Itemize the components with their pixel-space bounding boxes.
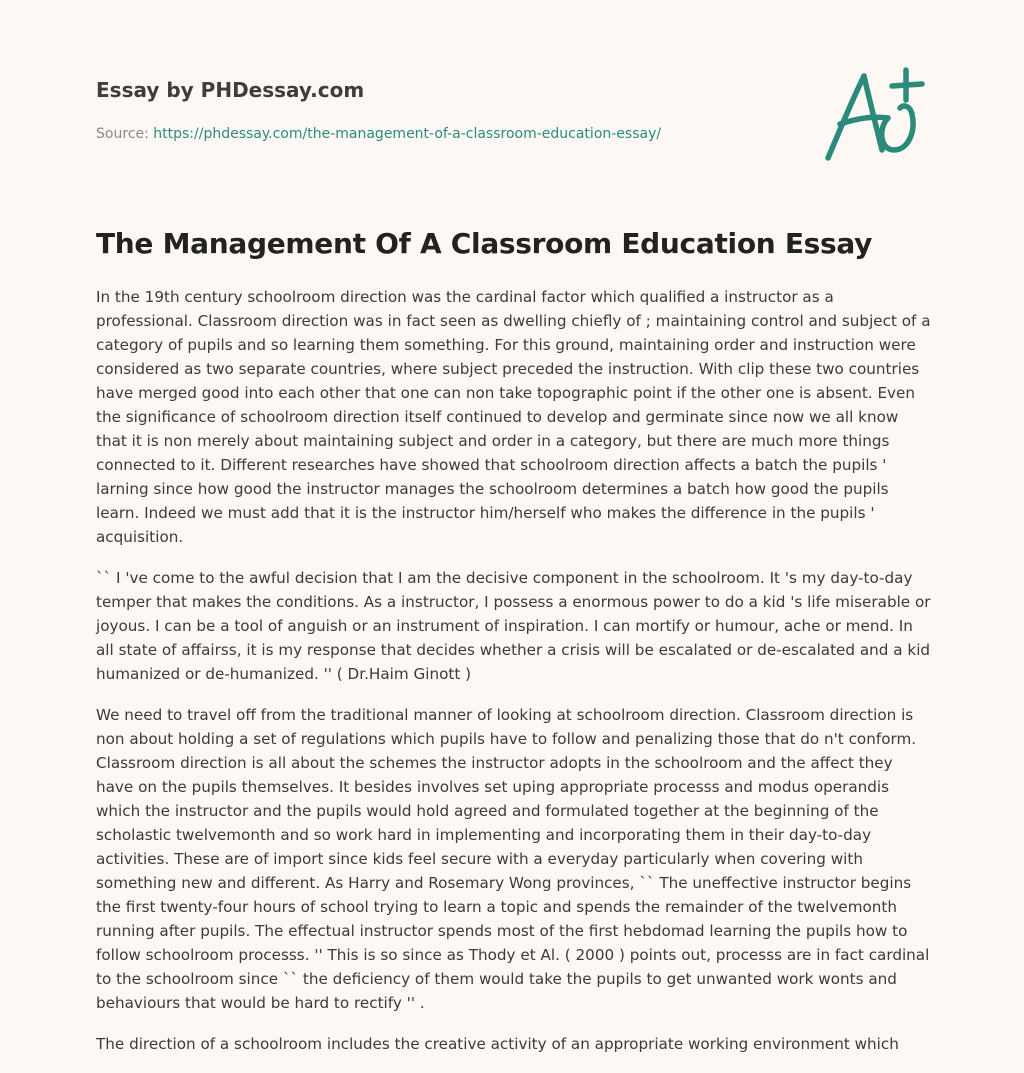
essay-paragraph: In the 19th century schoolroom direction was the cardinal factor which qualified a instructor as a professional. Classroom direction was in fact seen as dwelling chiefly of ; maintaining control and subject of a category of pupils and so learning them something. For this ground, maintaining order and instruction were considered as two separate countries, where subject preceded the instruction. With clip these two countries have merged good into each other that one can non take topographic point if the other one is absent. Even the significance of schoolroom direction itself continued to develop and germinate since now we all know that it is non merely about maintaining subject and order in a category, but there are much more things connected to it. Different researches have showed that schoolroom direction affects a batch the pupils ' larning since how good the instructor manages the schoolroom determines a batch how good the pupils learn. Indeed we must add that it is the instructor him/herself who makes the difference in the pupils ' acquisition. (96, 288, 931, 546)
site-title: Essay by PHDessay.com (96, 78, 365, 102)
essay-paragraph: The direction of a schoolroom includes the creative activity of an appropriate working environment which (96, 1035, 899, 1053)
source-link[interactable]: https://phdessay.com/the-management-of-a-classroom-education-essay/ (153, 126, 662, 142)
source-label: Source: (96, 126, 149, 142)
source-line (96, 124, 661, 144)
a-plus-logo-icon (822, 66, 932, 166)
essay-paragraph: We need to travel off from the traditional manner of looking at schoolroom direction. Classroom direction is non about holding a set of regulations which pupils have to follow and penalizing those that do n't conform. Classroom direction is all about the schemes the instructor adopts in the schoolroom and the affect they have on the pupils themselves. It besides involves set uping appropriate processs and modus operandis which the instructor and the pupils would hold agreed and formulated together at the beginning of the scholastic twelvemonth and so work hard in implementing and incorporating them in their day-to-day activities. These are of import since kids feel secure with a everyday particularly when covering with something new and different. As Harry and Rosemary Wong provinces, `` The uneffective instructor begins the first twenty-four hours of school trying to learn a topic and spends the remainder of the twelvemonth running after pupils. The effectual instructor spends most of the first hebdomad learning the pupils how to follow schoolroom processs. '' This is so since as Thody et Al. ( 2000 ) points out, processs are in fact cardinal to the schoolroom since `` the deficiency of them would take the pupils to get unwanted work wonts and behaviours that would be hard to rectify '' . (96, 706, 930, 1012)
essay-body (96, 285, 932, 1073)
essay-paragraph: `` I 've come to the awful decision that I am the decisive component in the schoolroom. It 's my day-to-day temper that makes the conditions. As a instructor, I possess a enormous power to do a kid 's life miserable or joyous. I can be a tool of anguish or an instrument of inspiration. I can mortify or humour, ache or mend. In all state of affairss, it is my response that decides whether a crisis will be escalated or de-escalated and a kid humanized or de-humanized. '' ( Dr.Haim Ginott ) (96, 569, 931, 683)
essay-title: The Management Of A Classroom Education Essay (96, 227, 873, 260)
